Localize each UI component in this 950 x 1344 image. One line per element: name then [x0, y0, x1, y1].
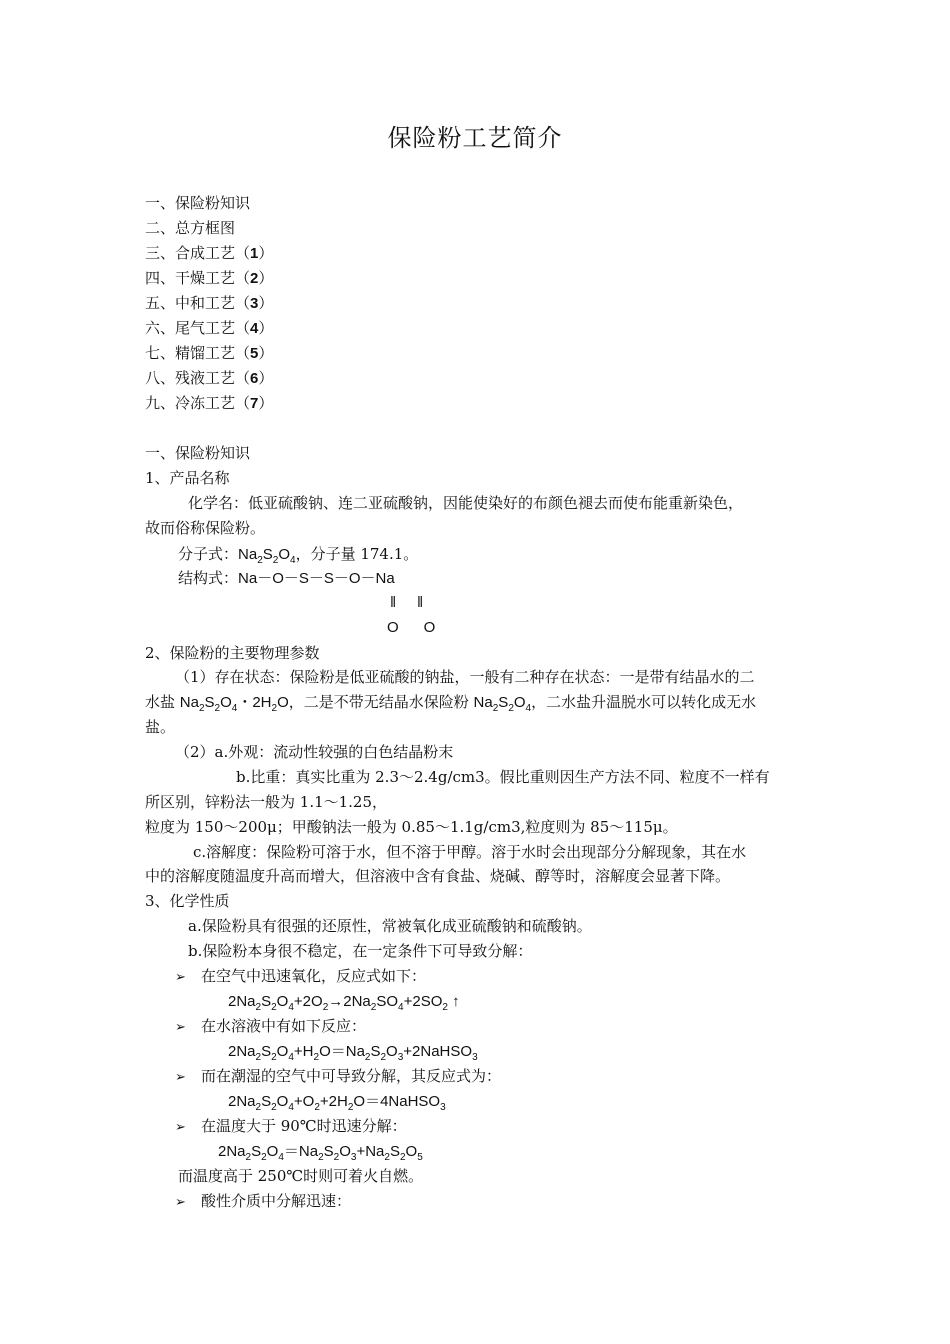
reaction-equation: $2Na_2S_2O_4+O_2+2H_2O=4NaHSO_3$ — [228, 1093, 446, 1113]
paragraph-line: a.保险粉具有很强的还原性，常被氧化成亚硫酸钠和硫酸钠。 — [188, 917, 592, 935]
arrow-bullet-icon: ➢ — [175, 1070, 186, 1085]
paragraph-line: 化学名：低亚硫酸钠、连二亚硫酸钠，因能使染好的布颜色褪去而使布能重新染色， — [188, 494, 744, 512]
paragraph-line: c.溶解度：保险粉可溶于水，但不溶于甲醇。溶于水时会出现部分分解现象，其在水 — [193, 843, 747, 861]
toc-item: 六、尾气工艺（4） — [145, 319, 274, 337]
toc-item: 九、冷冻工艺（7） — [145, 394, 274, 412]
toc-item: 五、中和工艺（3） — [145, 294, 274, 312]
structural-formula: 结构式：Na－O－S－S－O－Na — [178, 569, 395, 587]
reaction-equation: $2Na_2S_2O_4+2O_2\to 2Na_2SO_4+2SO_2$ ↑ — [228, 993, 460, 1013]
section-heading: 一、保险粉知识 — [145, 444, 251, 462]
reaction-equation: $2Na_2S_2O_4+H_2O=Na_2S_2O_3+2NaHSO_3$ — [228, 1043, 478, 1063]
subsection-heading: 3、化学性质 — [145, 892, 230, 910]
subsection-heading: 1、产品名称 — [145, 469, 230, 487]
toc-item: 二、总方框图 — [145, 219, 236, 237]
paragraph-line: 盐。 — [145, 718, 176, 736]
paragraph-line: 故而俗称保险粉。 — [145, 519, 266, 537]
paragraph-line: （1）存在状态：保险粉是低亚硫酸的钠盐，一般有二种存在状态：一是带有结晶水的二 — [175, 668, 755, 686]
toc-item: 八、残液工艺（6） — [145, 369, 274, 387]
bullet-item: ➢ 在空气中迅速氧化，反应式如下： — [175, 966, 426, 988]
paragraph-line: b.比重：真实比重为 2.3～2.4g/cm3。假比重则因生产方法不同、粒度不一样有 — [236, 768, 770, 786]
paragraph-line: b.保险粉本身很不稳定，在一定条件下可导致分解： — [188, 942, 533, 960]
arrow-bullet-icon: ➢ — [175, 1120, 186, 1135]
molecular-formula: 分子式：$Na_2S_2O_4$，分子量 174.1。 — [178, 545, 419, 566]
paragraph-line: 而温度高于 250℃时则可着火自燃。 — [178, 1167, 424, 1185]
toc-item: 七、精馏工艺（5） — [145, 344, 274, 362]
arrow-bullet-icon: ➢ — [175, 1195, 186, 1210]
paragraph-line: 粒度为 150～200μ；甲酸钠法一般为 0.85～1.1g/cm3,粒度则为 85～115μ。 — [145, 818, 678, 836]
bullet-item: ➢ 而在潮湿的空气中可导致分解，其反应式为： — [175, 1066, 501, 1088]
arrow-bullet-icon: ➢ — [175, 970, 186, 985]
page-title: 保险粉工艺简介 — [387, 124, 563, 152]
paragraph-line: （2）a.外观：流动性较强的白色结晶粉末 — [175, 743, 454, 761]
structural-oxygens: O O — [387, 619, 436, 636]
subsection-heading: 2、保险粉的主要物理参数 — [145, 644, 320, 662]
paragraph-line: 所区别，锌粉法一般为 1.1～1.25， — [145, 793, 388, 811]
reaction-equation: $2Na_2S_2O_4=Na_2S_2O_3+Na_2S_2O_5$ — [218, 1143, 423, 1163]
bullet-item: ➢ 在水溶液中有如下反应： — [175, 1016, 366, 1038]
paragraph-line: 水盐 $Na_2S_2O_4$・$2H_2O$，二是不带无结晶水保险粉 $Na_2S_2O_4$，二水盐升温脱水可以转化成无水 — [145, 693, 757, 714]
toc-item: 三、合成工艺（1） — [145, 244, 274, 262]
toc-item: 一、保险粉知识 — [145, 194, 251, 212]
bullet-item: ➢ 酸性介质中分解迅速： — [175, 1191, 351, 1213]
structural-bonds: ‖ ‖ — [390, 594, 424, 611]
toc-item: 四、干燥工艺（2） — [145, 269, 274, 287]
paragraph-line: 中的溶解度随温度升高而增大，但溶液中含有食盐、烧碱、醇等时，溶解度会显著下降。 — [145, 867, 731, 885]
bullet-item: ➢ 在温度大于 90℃时迅速分解： — [175, 1116, 407, 1138]
arrow-bullet-icon: ➢ — [175, 1020, 186, 1035]
